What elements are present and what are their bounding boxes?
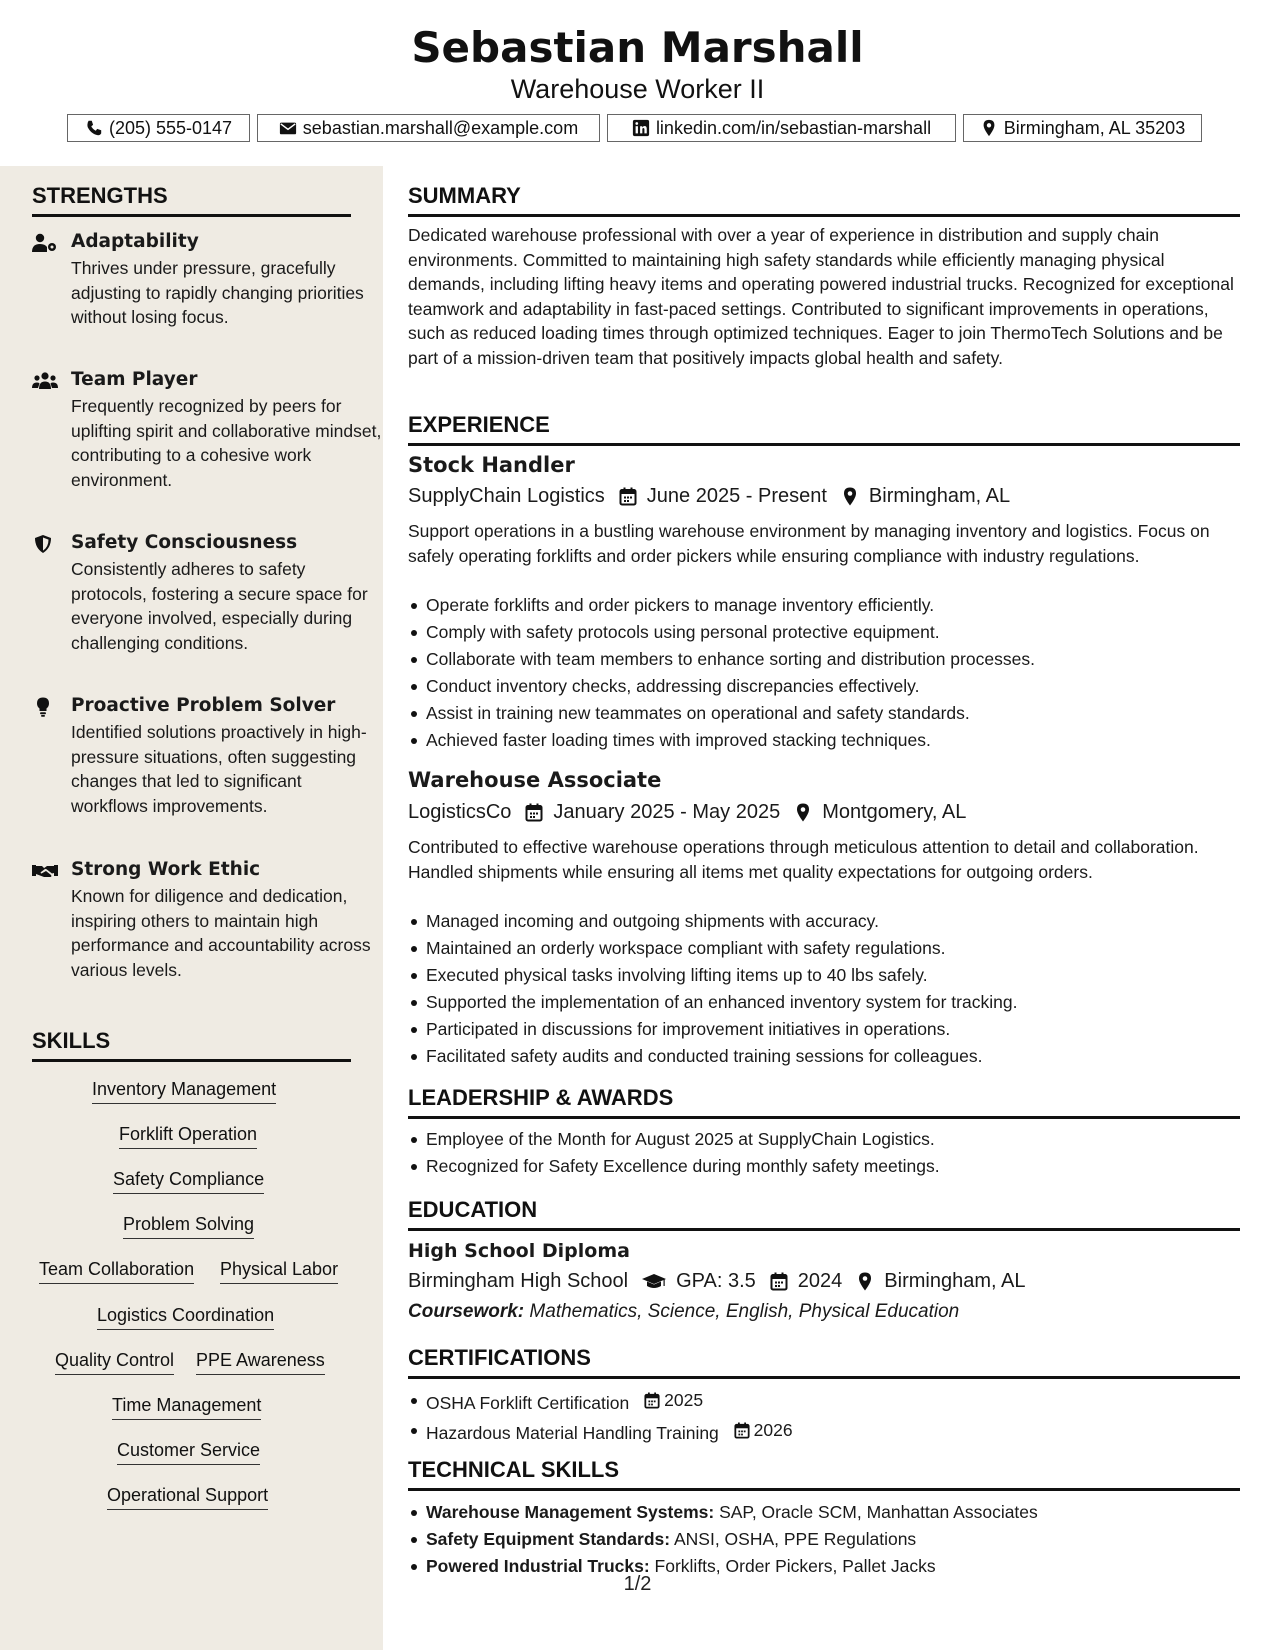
map-pin-icon bbox=[980, 119, 998, 137]
cert-name: OSHA Forklift Certification bbox=[426, 1393, 630, 1413]
coursework-label: Coursework: bbox=[408, 1301, 525, 1322]
strength-desc: Consistently adheres to safety protocols, fostering a secure space for everyone involved, especially during challenging conditions. bbox=[71, 559, 368, 653]
education-year: 2024 bbox=[797, 1270, 843, 1292]
education-coursework bbox=[408, 1299, 959, 1325]
skill-tag: Quality Control bbox=[55, 1348, 174, 1375]
envelope-icon bbox=[279, 119, 297, 137]
contact-email[interactable] bbox=[257, 114, 600, 142]
calendar-icon bbox=[734, 1422, 750, 1439]
sidebar bbox=[0, 166, 383, 1650]
phone-icon bbox=[85, 119, 103, 137]
page-number: 1/2 bbox=[623, 1573, 652, 1595]
list-item: Managed incoming and outgoing shipments with accuracy. bbox=[426, 908, 1258, 935]
job-company: LogisticsCo bbox=[408, 801, 512, 823]
contact-phone-text: (205) 555-0147 bbox=[108, 117, 233, 138]
job-bullets bbox=[408, 592, 1258, 754]
list-item: Facilitated safety audits and conducted training sessions for colleagues. bbox=[426, 1043, 1258, 1070]
main-content bbox=[408, 166, 1240, 1650]
job-location: Birmingham, AL bbox=[868, 485, 1011, 507]
strength-item bbox=[32, 531, 368, 681]
shield-icon bbox=[32, 534, 58, 554]
list-item: Employee of the Month for August 2025 at SupplyChain Logistics. bbox=[426, 1126, 1258, 1153]
skill-tag: Physical Labor bbox=[220, 1257, 338, 1284]
list-item: Supported the implementation of an enhanced inventory system for tracking. bbox=[426, 989, 1258, 1016]
cert-date bbox=[644, 1387, 703, 1414]
job-company: SupplyChain Logistics bbox=[408, 485, 605, 507]
list-item: Maintained an orderly workspace compliant with safety regulations. bbox=[426, 935, 1258, 962]
contact-linkedin[interactable] bbox=[607, 114, 956, 142]
education-gpa: GPA: 3.5 bbox=[676, 1270, 756, 1292]
job-dates: January 2025 - May 2025 bbox=[553, 801, 781, 823]
skill-tag: Inventory Management bbox=[92, 1077, 276, 1104]
summary-heading: SUMMARY bbox=[408, 182, 1240, 217]
users-icon bbox=[32, 371, 58, 391]
list-item: Comply with safety protocols using personal protective equipment. bbox=[426, 619, 1258, 646]
strength-item bbox=[32, 858, 371, 1008]
skill-tag: Problem Solving bbox=[123, 1212, 254, 1239]
list-item: Recognized for Safety Excellence during monthly safety meetings. bbox=[426, 1153, 1258, 1180]
contact-location bbox=[963, 114, 1202, 142]
cert-year: 2025 bbox=[664, 1390, 704, 1410]
education-school: Birmingham High School bbox=[408, 1270, 629, 1292]
graduation-cap-icon bbox=[642, 1272, 666, 1291]
list-item: Conduct inventory checks, addressing discrepancies effectively. bbox=[426, 673, 1258, 700]
tech-skill-label: Powered Industrial Trucks: bbox=[426, 1556, 650, 1576]
contact-row bbox=[0, 114, 1275, 144]
list-item: Assist in training new teammates on operational and safety standards. bbox=[426, 700, 1258, 727]
education-location: Birmingham, AL bbox=[884, 1270, 1026, 1292]
strength-desc: Known for diligence and dedication, inspiring others to maintain high performance and accountability across various levels. bbox=[71, 886, 371, 980]
leadership-heading: LEADERSHIP & AWARDS bbox=[408, 1084, 1240, 1119]
list-item bbox=[426, 1387, 1258, 1417]
cert-year: 2026 bbox=[753, 1420, 793, 1440]
strength-title: Team Player bbox=[71, 369, 198, 390]
education-heading: EDUCATION bbox=[408, 1196, 1240, 1231]
resume-header bbox=[0, 0, 1275, 166]
strength-title: Strong Work Ethic bbox=[71, 859, 261, 880]
list-item bbox=[426, 1499, 1258, 1526]
tech-skill-value: SAP, Oracle SCM, Manhattan Associates bbox=[719, 1502, 1038, 1522]
strength-item bbox=[32, 368, 382, 518]
strengths-heading: STRENGTHS bbox=[32, 182, 351, 217]
job-meta bbox=[408, 798, 966, 826]
job-bullets bbox=[408, 908, 1258, 1070]
list-item bbox=[426, 1417, 1258, 1447]
skills-heading: SKILLS bbox=[32, 1027, 351, 1062]
tech-skill-value: Forklifts, Order Pickers, Pallet Jacks bbox=[654, 1556, 936, 1576]
list-item: Achieved faster loading times with improved stacking techniques. bbox=[426, 727, 1258, 754]
candidate-name: Sebastian Marshall bbox=[411, 23, 864, 72]
lightbulb-icon bbox=[32, 697, 58, 717]
skill-tag: PPE Awareness bbox=[196, 1348, 325, 1375]
leadership-list bbox=[408, 1126, 1258, 1180]
certifications-heading: CERTIFICATIONS bbox=[408, 1344, 1240, 1379]
job-title-heading: Warehouse Worker II bbox=[510, 74, 765, 104]
calendar-icon bbox=[525, 803, 543, 822]
strength-title: Safety Consciousness bbox=[71, 532, 298, 553]
strength-desc: Identified solutions proactively in high-pressure situations, often suggesting changes that led to significant workflows improvements. bbox=[71, 722, 367, 816]
contact-location-text: Birmingham, AL 35203 bbox=[1003, 117, 1186, 138]
list-item: Executed physical tasks involving lifting items up to 40 lbs safely. bbox=[426, 962, 1258, 989]
job-title: Stock Handler bbox=[408, 453, 575, 477]
strength-desc: Frequently recognized by peers for uplifting spirit and collaborative mindset, contributing to a cohesive work environment. bbox=[71, 396, 382, 490]
tech-skill-label: Safety Equipment Standards: bbox=[426, 1529, 671, 1549]
calendar-icon bbox=[770, 1272, 788, 1291]
coursework-text: Mathematics, Science, English, Physical Education bbox=[529, 1301, 960, 1322]
list-item: Participated in discussions for improvement initiatives in operations. bbox=[426, 1016, 1258, 1043]
strength-title: Adaptability bbox=[71, 231, 199, 252]
education-degree: High School Diploma bbox=[408, 1240, 630, 1262]
strength-desc: Thrives under pressure, gracefully adjusting to rapidly changing priorities without losing focus. bbox=[71, 258, 364, 327]
job-dates: June 2025 - Present bbox=[646, 485, 827, 507]
calendar-icon bbox=[644, 1392, 660, 1409]
job-title: Warehouse Associate bbox=[408, 768, 662, 792]
list-item: Collaborate with team members to enhance sorting and distribution processes. bbox=[426, 646, 1258, 673]
map-pin-icon bbox=[794, 803, 812, 822]
job-description: Contributed to effective warehouse operations through meticulous attention to detail and collaboration. Handled shipments while ensuring all items met quality expectations for outgoing orders. bbox=[408, 837, 1199, 882]
strength-title: Proactive Problem Solver bbox=[71, 695, 336, 716]
contact-email-text: sebastian.marshall@example.com bbox=[302, 117, 579, 138]
tech-skill-label: Warehouse Management Systems: bbox=[426, 1502, 715, 1522]
linkedin-icon bbox=[632, 119, 650, 137]
list-item: Operate forklifts and order pickers to manage inventory efficiently. bbox=[426, 592, 1258, 619]
handshake-icon bbox=[32, 861, 58, 881]
calendar-icon bbox=[619, 487, 637, 506]
skill-tag: Forklift Operation bbox=[119, 1122, 257, 1149]
user-gear-icon bbox=[32, 233, 58, 253]
technical-skills-list bbox=[408, 1499, 1258, 1580]
skill-tag: Time Management bbox=[112, 1393, 261, 1420]
skill-tag: Safety Compliance bbox=[113, 1167, 264, 1194]
skill-tag: Customer Service bbox=[117, 1438, 260, 1465]
map-pin-icon bbox=[856, 1272, 874, 1291]
skill-tag: Team Collaboration bbox=[39, 1257, 194, 1284]
summary-text: Dedicated warehouse professional with over a year of experience in distribution and supply chain environments. Committed to maintaining high safety standards while efficiently managing physical demands, including lifting heavy items and operating powered industrial trucks. Recognized for exceptional teamwork and adaptability in fast-paced settings. Contributed to significant improvements in operations, such as reduced loading times through optimized techniques. Eager to join ThermoTech Solutions and be part of a mission-driven team that positively impacts global health and safety. bbox=[408, 225, 1234, 368]
technical-skills-heading: TECHNICAL SKILLS bbox=[408, 1456, 1240, 1491]
certifications-list bbox=[408, 1387, 1258, 1447]
education-meta bbox=[408, 1267, 1025, 1295]
cert-name: Hazardous Material Handling Training bbox=[426, 1423, 719, 1443]
list-item bbox=[426, 1526, 1258, 1553]
tech-skill-value: ANSI, OSHA, PPE Regulations bbox=[673, 1529, 917, 1549]
skill-tag: Logistics Coordination bbox=[97, 1303, 274, 1330]
experience-heading: EXPERIENCE bbox=[408, 411, 1240, 446]
job-location: Montgomery, AL bbox=[822, 801, 967, 823]
contact-phone[interactable] bbox=[67, 114, 250, 142]
map-pin-icon bbox=[841, 487, 859, 506]
job-meta bbox=[408, 482, 1010, 510]
job-description: Support operations in a bustling warehouse environment by managing inventory and logistics. Focus on safely operating forklifts and order pickers while ensuring compliance with industry regulations. bbox=[408, 521, 1210, 566]
cert-date bbox=[734, 1417, 793, 1444]
contact-linkedin-text: linkedin.com/in/sebastian-marshall bbox=[655, 117, 932, 138]
strength-item bbox=[32, 694, 367, 844]
strength-item bbox=[32, 230, 364, 360]
skill-tag: Operational Support bbox=[107, 1483, 268, 1510]
